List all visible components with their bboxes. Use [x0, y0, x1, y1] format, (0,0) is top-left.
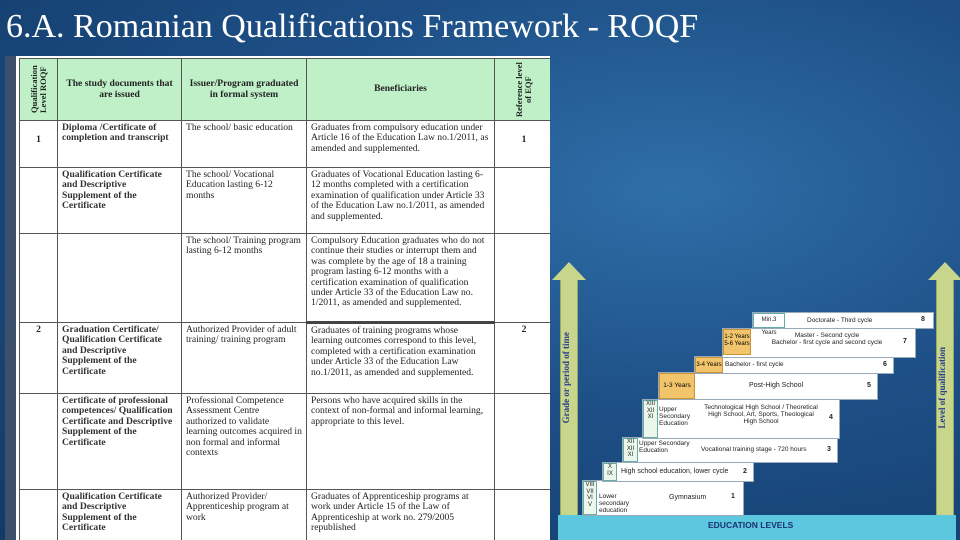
- step-num: 7: [903, 338, 907, 345]
- step-num: 4: [829, 414, 833, 421]
- header-reference-level: Reference level of EQF: [495, 59, 551, 121]
- page-title: 6.A. Romanian Qualifications Framework - ROQF: [6, 8, 699, 45]
- header-qualification-level: Qualification Level ROQF: [20, 59, 58, 121]
- left-axis-label: Grade or period of time: [561, 332, 571, 424]
- header-study-documents: The study documents that are issued: [58, 59, 182, 121]
- cell-eqf: [495, 490, 551, 540]
- step-sub-label: Upper Secondary Education: [659, 406, 691, 427]
- base-label: EDUCATION LEVELS: [708, 520, 794, 530]
- cell-beneficiaries: Persons who have acquired skills in the context of non-formal and informal learning, appropriate to this level.: [307, 394, 495, 490]
- step-level-2: [602, 462, 754, 482]
- step-name: Gymnasium: [669, 494, 707, 501]
- cell-level: [20, 394, 58, 490]
- roqf-table-image: [5, 56, 550, 540]
- step-grades: XIII XII XI: [643, 400, 658, 438]
- cell-issuer: Authorized Provider/ Apprenticeship program at work: [182, 490, 307, 540]
- step-level-3: [622, 437, 838, 463]
- education-levels-diagram: [556, 262, 958, 540]
- cell-doc: [58, 234, 182, 323]
- cell-beneficiaries: Graduates from compulsory education under Article 16 of the Education Law no.1/2011, as amended and supplemented.: [307, 121, 495, 168]
- step-num: 2: [743, 468, 747, 475]
- step-sub-label: Upper Secondary Education: [639, 440, 690, 454]
- cell-eqf: [495, 168, 551, 234]
- cell-issuer: The school/ basic education: [182, 121, 307, 168]
- step-grades: VIII VII VI V: [583, 481, 597, 515]
- table-row: [20, 121, 551, 168]
- step-num: 1: [731, 493, 735, 500]
- step-name: Post-High School: [749, 382, 804, 389]
- step-years: 3-4 Years: [695, 357, 723, 373]
- table-row: [20, 323, 551, 394]
- cell-issuer: Authorized Provider of adult training/ training program: [182, 323, 307, 394]
- step-name: Vocational training stage - 720 hours: [701, 446, 807, 453]
- cell-doc: Qualification Certificate and Descriptive Supplement of the Certificate: [58, 490, 182, 540]
- cell-level: [20, 168, 58, 234]
- cell-eqf: 2: [495, 323, 551, 394]
- header-issuer: Issuer/Program graduated in formal system: [182, 59, 307, 121]
- step-level-1: [582, 480, 744, 516]
- cell-issuer: The school/ Vocational Education lasting 6-12 months: [182, 168, 307, 234]
- step-num: 8: [921, 316, 925, 323]
- step-sub-label: Lower secondary education: [599, 493, 629, 514]
- cell-doc: Graduation Certificate/ Qualification Certificate and Descriptive Supplement of the Certificate: [58, 323, 182, 394]
- cell-level: 2: [20, 323, 58, 394]
- table-row: [20, 234, 551, 323]
- cell-doc: Certificate of professional competences/ Qualification Certificate and Descriptive Supplement of the Certificate: [58, 394, 182, 490]
- cell-level: 1: [20, 121, 58, 168]
- cell-issuer: Professional Competence Assessment Centre authorized to validate learning outcomes acquired in non formal and informal contexts: [182, 394, 307, 490]
- table-row: [20, 168, 551, 234]
- table-header-row: [20, 59, 551, 121]
- step-name: Master - Second cycle Bachelor - first cycle and second cycle: [771, 332, 883, 346]
- right-axis-label: Level of qualification: [937, 347, 947, 429]
- step-num: 6: [883, 361, 887, 368]
- cell-beneficiaries: Compulsory Education graduates who do not continue their studies or interrupt them and was complete by the age of 18 a training program lasting 6-12 months with a certification examination of qualification under Article 33 of the Education Law no. 1/2011, as amended and supplemented.: [307, 234, 495, 323]
- step-name: High school education, lower cycle: [621, 468, 729, 475]
- step-name: Technological High School / Theoretical High School, Art, Sports, Theological High School: [704, 404, 818, 425]
- cell-beneficiaries: Graduates of training programs whose learning outcomes correspond to this level, completed with a certification examination under Article 33 of the Education Law no.1/2011, as amended and supplemented.: [307, 323, 495, 394]
- step-years: Min.3 Years: [753, 313, 785, 328]
- step-years: 1-2 Years 5-6 Years: [723, 329, 751, 355]
- header-beneficiaries: Beneficiaries: [307, 59, 495, 121]
- cell-eqf: [495, 234, 551, 323]
- cell-level: [20, 490, 58, 540]
- step-grades: XII XII XI: [623, 438, 638, 462]
- step-level-7: [722, 328, 916, 358]
- step-num: 5: [867, 382, 871, 389]
- step-years: 1-3 Years: [659, 373, 695, 399]
- cell-eqf: [495, 394, 551, 490]
- cell-eqf: 1: [495, 121, 551, 168]
- cell-level: [20, 234, 58, 323]
- step-name: Bachelor - first cycle: [725, 361, 784, 368]
- table-row: [20, 490, 551, 540]
- cell-doc: Qualification Certificate and Descriptive Supplement of the Certificate: [58, 168, 182, 234]
- cell-beneficiaries: Graduates of Vocational Education lasting 6-12 months completed with a certification examination of qualification under Article 33 of the Education Law no.1/2011, as amended and supplemented.: [307, 168, 495, 234]
- step-level-6: [694, 356, 894, 374]
- step-level-5: [658, 372, 878, 400]
- roqf-table: [19, 58, 550, 540]
- education-levels-base: [558, 515, 956, 540]
- step-grades: X IX: [603, 463, 617, 481]
- cell-doc: Diploma /Certificate of completion and transcript: [58, 121, 182, 168]
- cell-issuer: The school/ Training program lasting 6-12 months: [182, 234, 307, 323]
- step-level-4: [642, 399, 840, 439]
- step-num: 3: [827, 446, 831, 453]
- step-level-8: [752, 312, 934, 336]
- step-name: Doctorate - Third cycle: [807, 317, 873, 324]
- table-row: [20, 394, 551, 490]
- cell-beneficiaries: Graduates of Apprenticeship programs at work under Article 15 of the Law of Apprenticeship at work no. 279/2005 republished: [307, 490, 495, 540]
